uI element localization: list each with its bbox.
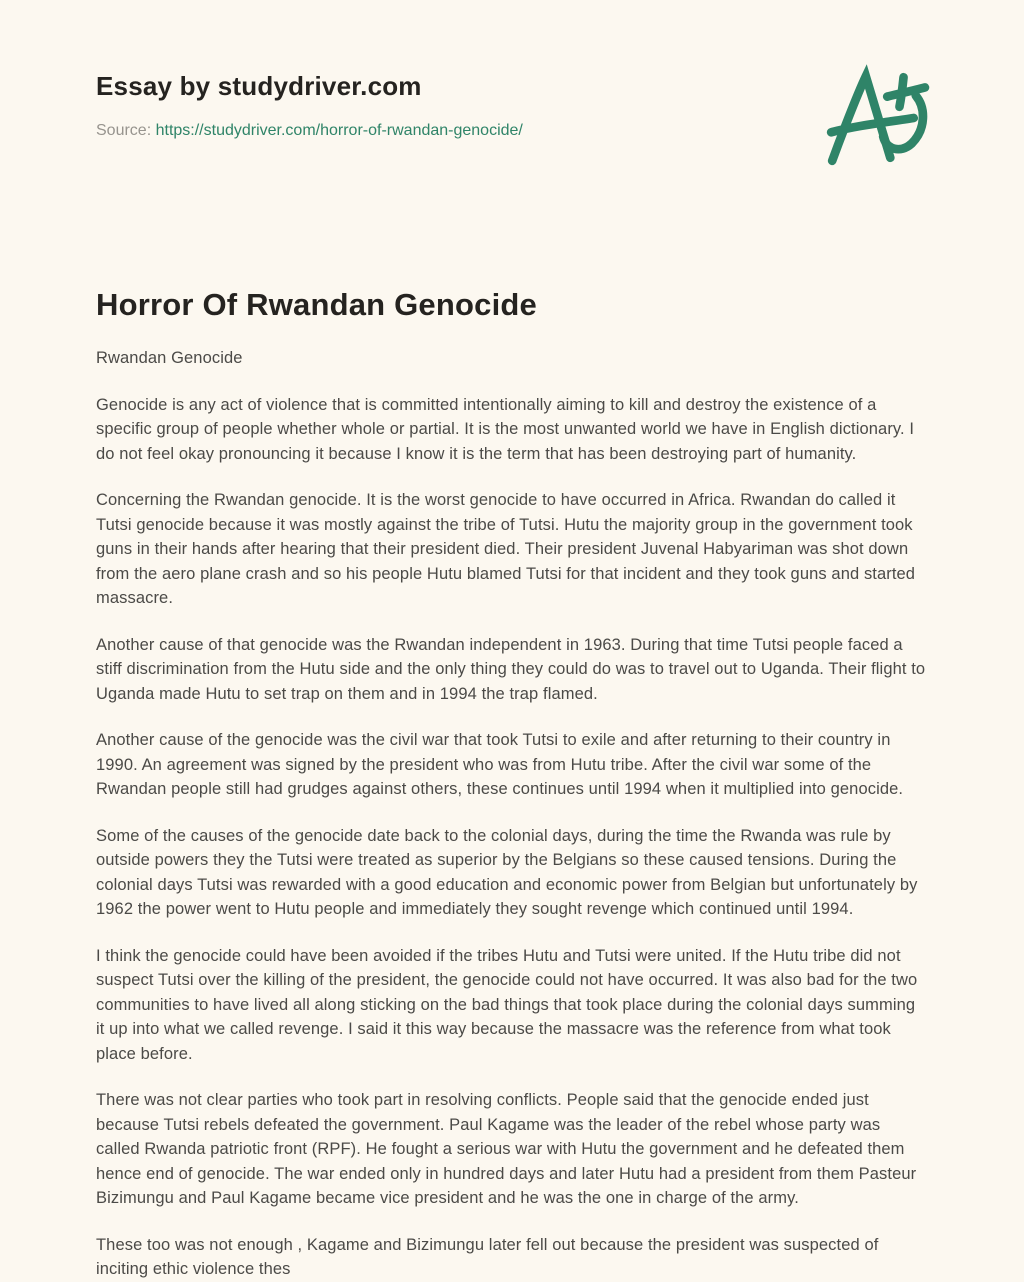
essay-title: Horror Of Rwandan Genocide bbox=[96, 287, 537, 322]
essay-body bbox=[96, 346, 928, 1282]
source-line bbox=[96, 121, 523, 141]
essay-paragraph: Concerning the Rwandan genocide. It is the worst genocide to have occurred in Africa. Rwandan do called it Tutsi genocide because it was mostly against the tribe of Tutsi. Hutu the majority group in the government took guns in their hands after hearing that their president died. Their president Juvenal Habyariman was shot down from the aero plane crash and so his people Hutu blamed Tutsi for that incident and they took guns and started massacre. bbox=[96, 491, 916, 607]
source-link[interactable]: https://studydriver.com/horror-of-rwandan-genocide/ bbox=[155, 122, 523, 139]
essay-paragraph: Some of the causes of the genocide date back to the colonial days, during the time the Rwanda was rule by outside powers they the Tutsi were treated as superior by the Belgians so these caused tensions. During the colonial days Tutsi was rewarded with a good education and economic power from Belgian but unfortunately by 1962 the power went to Hutu people and immediately they sought revenge which continued until 1994. bbox=[96, 826, 918, 918]
essay-paragraph: Another cause of that genocide was the Rwandan independent in 1963. During that time Tutsi people faced a stiff discrimination from the Hutu side and the only thing they could do was to travel out to Uganda. Their flight to Uganda made Hutu to set trap on them and in 1994 the trap flamed. bbox=[96, 635, 926, 703]
site-title: Essay by studydriver.com bbox=[96, 71, 422, 101]
essay-paragraph: These too was not enough , Kagame and Bizimungu later fell out because the president was suspected of inciting ethic violence thes bbox=[96, 1235, 879, 1278]
page-header-text bbox=[96, 70, 523, 141]
essay-paragraph: There was not clear parties who took part in resolving conflicts. People said that the genocide ended just because Tutsi rebels defeated the government. Paul Kagame was the leader of the rebel whose party was called Rwanda patriotic front (RPF). He fought a serious war with Hutu the government and he defeated them hence end of genocide. The war ended only in hundred days and later Hutu had a president from them Pasteur Bizimungu and Paul Kagame became vice president and he was the one in charge of the army. bbox=[96, 1091, 917, 1207]
essay-paragraph: I think the genocide could have been avoided if the tribes Hutu and Tutsi were united. If the Hutu tribe did not suspect Tutsi over the killing of the president, the genocide could not have occurred. It was also bad for the two communities to have lived all along sticking on the bad things that took place during the colonial days summing it up into what we called revenge. I said it this way because the massacre was the reference from what took place before. bbox=[96, 946, 918, 1063]
essay-article bbox=[96, 286, 928, 1282]
source-label: Source: bbox=[96, 122, 152, 139]
essay-paragraph: Another cause of the genocide was the civil war that took Tutsi to exile and after returning to their country in 1990. An agreement was signed by the president who was from Hutu tribe. After the civil war some of the Rwandan people still had grudges against others, these continues until 1994 when it multiplied into genocide. bbox=[96, 731, 904, 798]
a-plus-grade-logo-icon bbox=[822, 64, 928, 175]
essay-paragraph: Rwandan Genocide bbox=[96, 349, 243, 367]
essay-paragraph: Genocide is any act of violence that is committed intentionally aiming to kill and destroy the existence of a specific group of people whether whole or partial. It is the most unwanted world we have in English dictionary. I do not feel okay pronouncing it because I know it is the term that has been destroying part of humanity. bbox=[96, 395, 915, 463]
page-header bbox=[96, 70, 928, 175]
